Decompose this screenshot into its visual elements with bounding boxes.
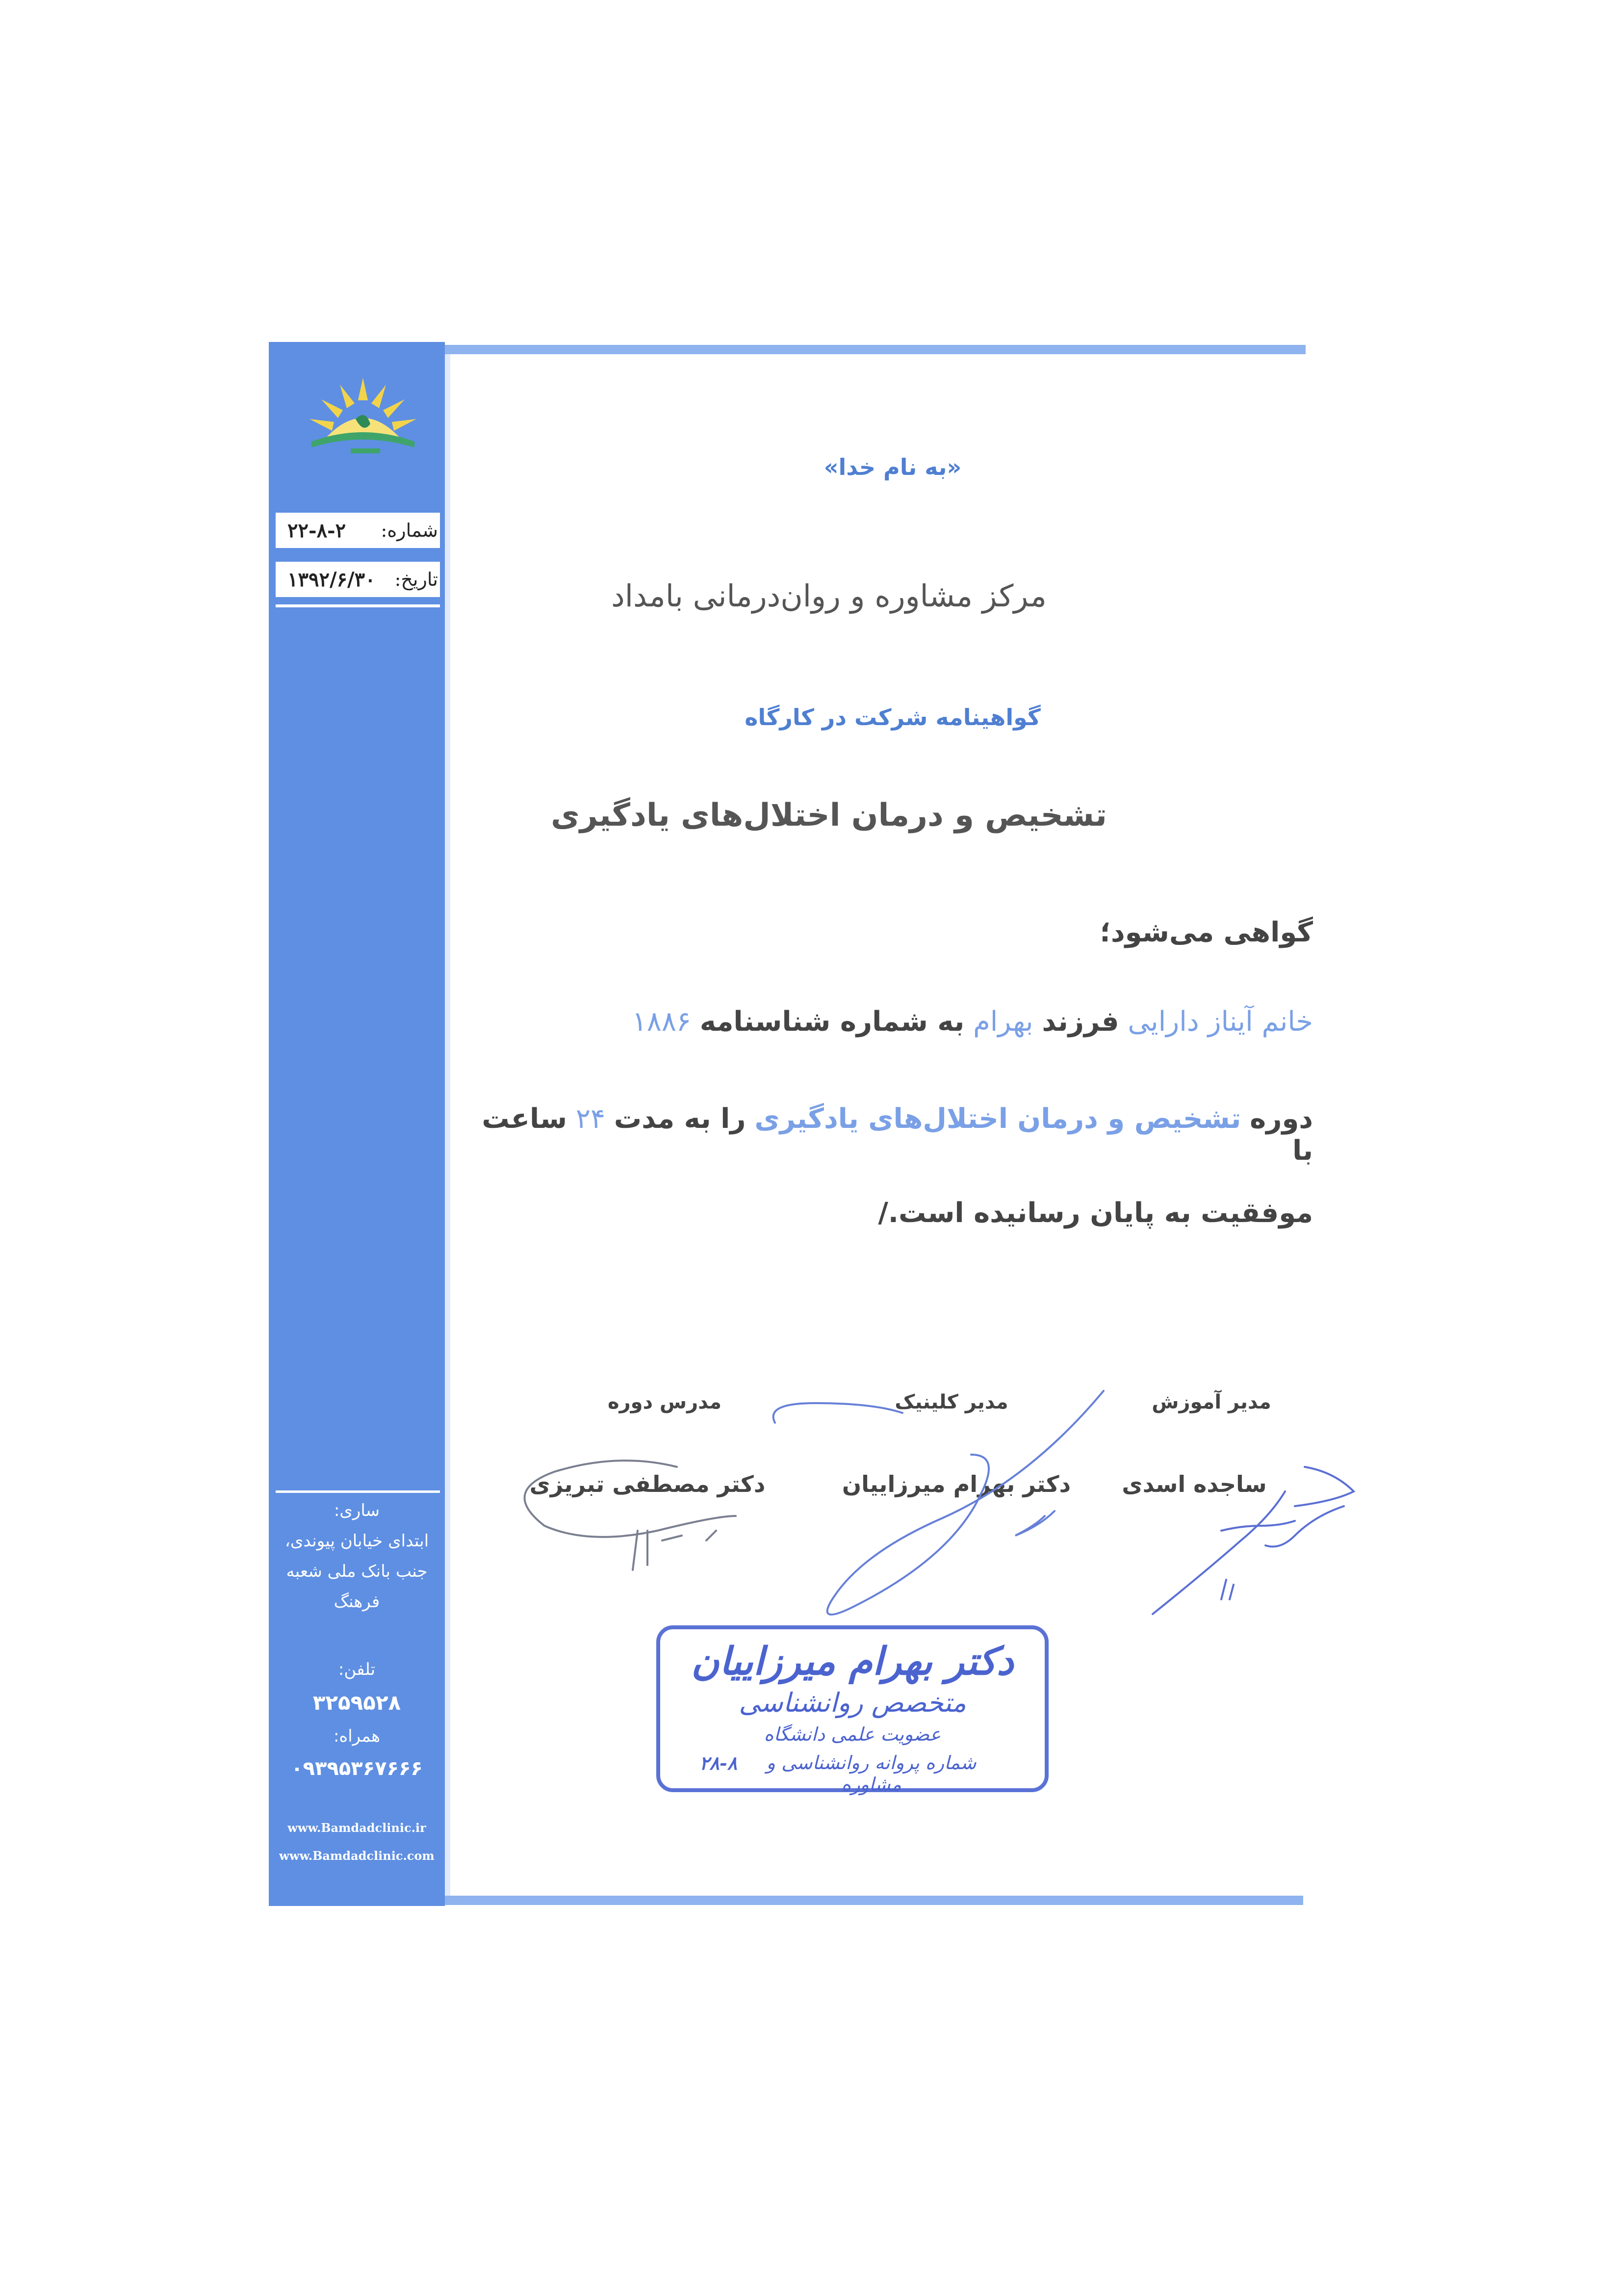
recipient-line (479, 1006, 1313, 1038)
letter-date-value: ۱۳۹۲/۶/۳۰ (287, 568, 376, 591)
bismillah-heading: «به نام خدا» (824, 454, 962, 480)
stamp-license-number: ۲۸-۸ (699, 1752, 738, 1774)
id-label: به شماره شناسنامه (699, 1006, 965, 1038)
clinic-manager-name: دکتر بهرام میرزاییان (842, 1471, 1071, 1497)
inner-border-line (445, 354, 450, 1896)
stamp-license-row (699, 1752, 1005, 1795)
course-title: تشخیص و درمان اختلال‌های یادگیری (551, 797, 1107, 834)
letter-number-box (276, 513, 440, 548)
bottom-border-bar (445, 1896, 1303, 1905)
meta-divider (276, 604, 440, 607)
website-link[interactable]: www.Bamdadclinic.ir (287, 1821, 426, 1835)
certify-line: گواهی می‌شود؛ (1100, 916, 1313, 948)
success-line: موفقیت به پایان رسانیده است./ (878, 1197, 1313, 1229)
letter-date-label: تاریخ: (394, 569, 438, 590)
letter-date-box (276, 562, 440, 597)
duration-label: را به مدت (614, 1103, 746, 1135)
doctor-stamp (656, 1625, 1049, 1795)
son-of-label: فرزند (1042, 1006, 1119, 1038)
course-word: دوره (1250, 1103, 1313, 1135)
certificate-title: گواهینامه شرکت در کارگاه (745, 704, 1041, 731)
father-name: بهرام (973, 1006, 1033, 1038)
website-link[interactable]: www.Bamdadclinic.com (279, 1849, 435, 1863)
stamp-name: دکتر بهرام میرزاییان (691, 1639, 1014, 1684)
sidebar-divider (276, 1490, 440, 1493)
address-line: جنب بانک ملی شعبه (286, 1562, 428, 1581)
letter-number-label: شماره: (381, 520, 438, 541)
address-line: فرهنگ (334, 1592, 380, 1612)
instructor-name: دکتر مصطفی تبریزی (529, 1471, 766, 1497)
duration-unit: ساعت با (482, 1103, 1313, 1167)
instructor-role: مدرس دوره (607, 1391, 722, 1413)
mobile-value: ۰۹۳۹۵۳۶۷۶۶۶ (291, 1757, 423, 1780)
letter-number-value: ۲۲-۸-۲ (287, 519, 346, 542)
recipient-name: خانم آیناز دارایی (1128, 1006, 1313, 1038)
top-border-bar (445, 345, 1306, 354)
phone-label: تلفن: (338, 1660, 376, 1679)
stamp-specialty: متخصص روانشناسی (739, 1687, 966, 1718)
sunrise-logo-icon (292, 364, 434, 467)
mobile-label: همراه: (333, 1726, 381, 1746)
course-name: تشخیص و درمان اختلال‌های یادگیری (754, 1103, 1241, 1135)
stamp-license-label: شماره پروانه روانشناسی و مشاوره (766, 1752, 977, 1795)
phone-value: ۳۲۵۹۵۲۸ (312, 1691, 401, 1715)
clinic-manager-signature (773, 1391, 1104, 1615)
course-line (479, 1103, 1313, 1167)
address-line: ابتدای خیابان پیوندی، (284, 1531, 429, 1551)
center-name: مرکز مشاوره و روان‌درمانی بامداد (611, 578, 1047, 614)
address-label: ساری: (334, 1501, 380, 1520)
duration-value: ۲۴ (575, 1103, 606, 1135)
education-manager-name: ساجده اسدی (1122, 1471, 1267, 1497)
clinic-manager-role: مدیر کلینیک (895, 1391, 1008, 1413)
id-number: ۱۸۸۶ (632, 1006, 691, 1038)
education-manager-role: مدیر آموزش (1152, 1391, 1271, 1413)
stamp-membership: عضویت علمی دانشگاه (764, 1723, 941, 1745)
